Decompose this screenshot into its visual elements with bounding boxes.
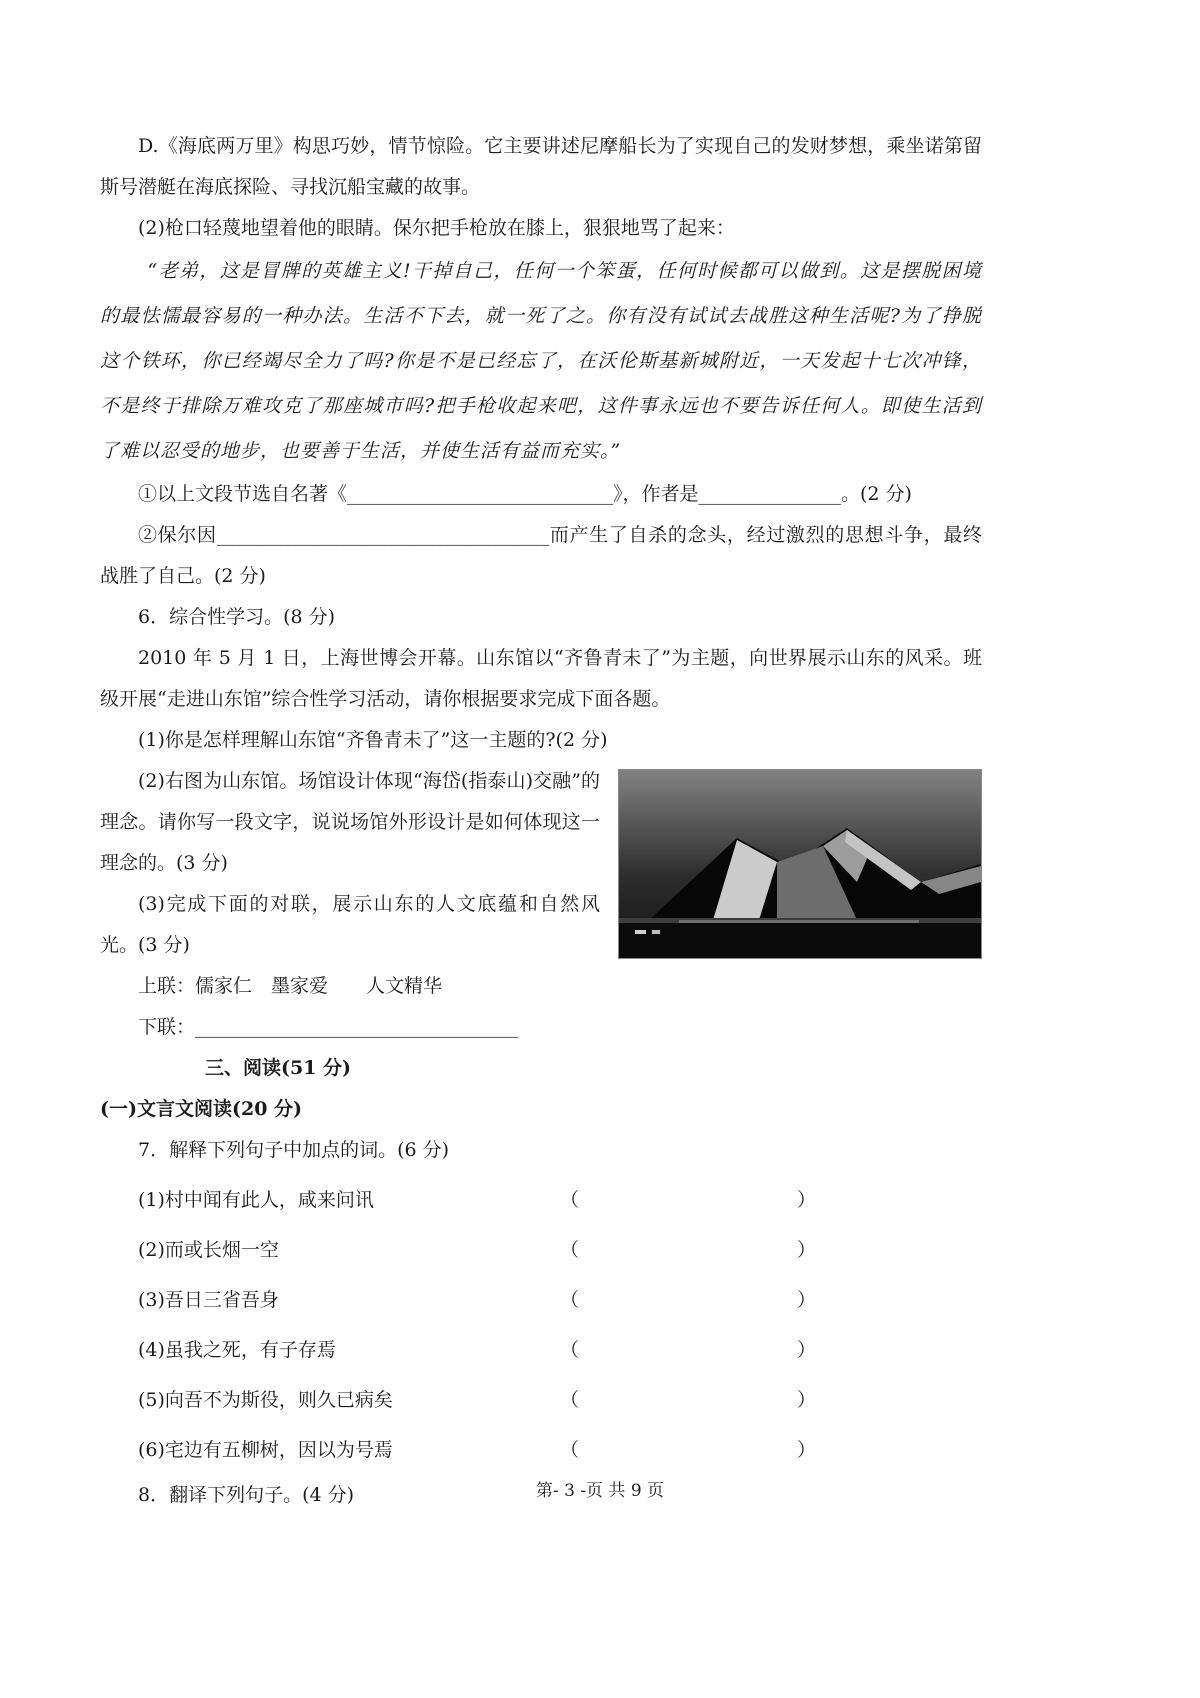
q6-title: 6．综合性学习。(8 分) (138, 606, 336, 628)
answer-paren-open: （ (560, 1389, 580, 1411)
option-d-text: D.《海底两万里》构思巧妙，情节惊险。它主要讲述尼摩船长为了实现自己的发财梦想，乘坐诺第留斯号潜艇在海底探险、寻找沉船宝藏的故事。 (100, 135, 982, 198)
q7-item-4 (100, 1325, 982, 1375)
q7-list (100, 1175, 982, 1475)
answer-paren-close: ） (797, 1289, 817, 1311)
q7-item-6-text: (6)宅边有五柳树，因以为号焉 (138, 1439, 393, 1461)
answer-paren-open: （ (560, 1289, 580, 1311)
section-reading-title: 三、阅读(51 分) (205, 1057, 352, 1079)
answer-paren-close: ） (797, 1339, 817, 1361)
page-footer: 第- 3 -页 共 9 页 (535, 1481, 665, 1501)
answer-paren-open: （ (560, 1339, 580, 1361)
q8-title: 8．翻译下列句子。(4 分) (138, 1484, 355, 1506)
q7-item-3-text: (3)吾日三省吾身 (138, 1289, 279, 1311)
pavilion-photo-graphic (619, 770, 981, 958)
couplet-upper-line: 上联：儒家仁 墨家爱 人文精华 (138, 975, 443, 997)
q7-item-6 (100, 1425, 982, 1475)
q7-item-1-text: (1)村中闻有此人，咸来问讯 (138, 1189, 374, 1211)
answer-paren-close: ） (797, 1439, 817, 1461)
answer-paren-open: （ (560, 1239, 580, 1261)
answer-paren-close: ） (797, 1389, 817, 1411)
answer-paren-close: ） (797, 1189, 817, 1211)
subsection-classical-reading-title: (一)文言文阅读(20 分) (100, 1098, 303, 1120)
q7-item-5 (100, 1375, 982, 1425)
answer-paren-close: ） (797, 1239, 817, 1261)
shandong-pavilion-photo (618, 769, 982, 959)
q6-intro-text: 2010 年 5 月 1 日，上海世博会开幕。山东馆以“齐鲁青未了”为主题，向世界展示山东的风采。班级开展“走进山东馆”综合性学习活动，请你根据要求完成下面各题。 (100, 647, 982, 710)
answer-paren-open: （ (560, 1439, 580, 1461)
q7-item-5-text: (5)向吾不为斯役，则久已病矣 (138, 1389, 393, 1411)
q2-blank-line-2: ②保尔因___________________________________而产生了自杀的念头，经过激烈的思想斗争，最终战胜了自己。(2 分) (100, 524, 982, 587)
q7-title: 7．解释下列句子中加点的词。(6 分) (138, 1139, 450, 1161)
q7-item-4-text: (4)虽我之死，有子存焉 (138, 1339, 336, 1361)
q6-subquestion-1: (1)你是怎样理解山东馆“齐鲁青未了”这一主题的?(2 分) (138, 729, 608, 751)
answer-paren-open: （ (560, 1189, 580, 1211)
q6-subquestion-3: (3)完成下面的对联，展示山东的人文底蕴和自然风光。(3 分) (100, 893, 600, 956)
q7-item-3 (100, 1275, 982, 1325)
q2-quote-text: “老弟，这是冒牌的英雄主义!干掉自己，任何一个笨蛋，任何时候都可以做到。这是摆脱困境的最怯懦最容易的一种办法。生活不下去，就一死了之。你有没有试试去战胜这种生活呢?为了挣脱这个铁环，你已经竭尽全力了吗?你是不是已经忘了，在沃伦斯基新城附近，一天发起十七次冲锋，不是终于排除万难攻克了那座城市吗?把手枪收起来吧，这件事永远也不要告诉任何人。即使生活到了难以忍受的地步，也要善于生活，并使生活有益而充实。” (100, 260, 982, 462)
q7-item-2-text: (2)而或长烟一空 (138, 1239, 279, 1261)
q6-subquestion-2: (2)右图为山东馆。场馆设计体现“海岱(指泰山)交融”的理念。请你写一段文字，说说场馆外形设计是如何体现这一理念的。(3 分) (100, 770, 600, 874)
q7-item-2 (100, 1225, 982, 1275)
q2-blank-line-1: ①以上文段节选自名著《____________________________》，作者是_______________。(2 分) (138, 483, 912, 505)
q2-intro-text: (2)枪口轻蔑地望着他的眼睛。保尔把手枪放在膝上，狠狠地骂了起来： (138, 217, 735, 239)
q7-item-1 (100, 1175, 982, 1225)
couplet-lower-line: 下联：__________________________________ (138, 1016, 519, 1038)
